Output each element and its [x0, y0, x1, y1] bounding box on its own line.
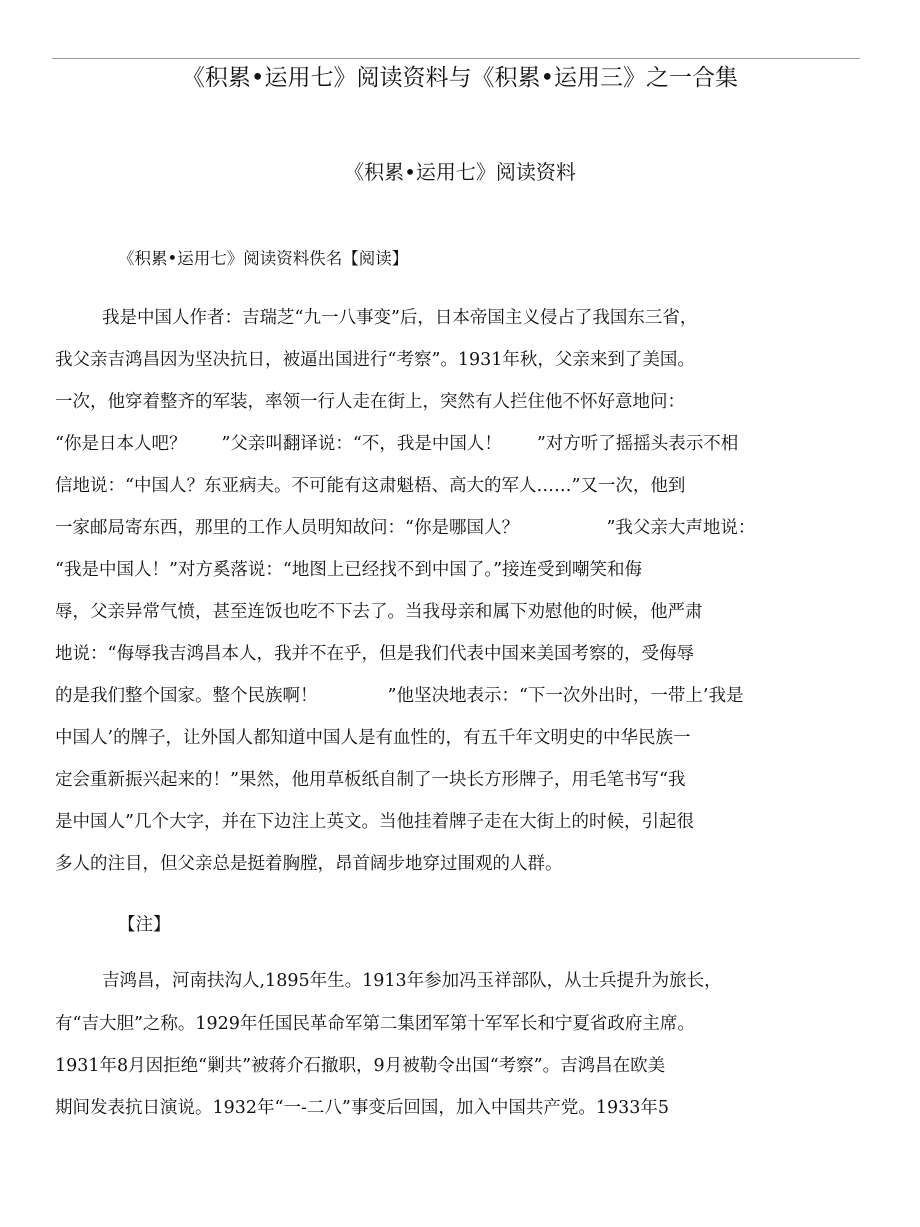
story-line: “你是日本人吧？ ”父亲叫翻译说：“不，我是中国人！ ”对方听了摇摇头表示不相: [55, 434, 739, 454]
story-line: 我是中国人作者：吉瑞芝“九一八事变”后，日本帝国主义侵占了我国东三省，: [102, 308, 698, 328]
story-line: 一家邮局寄东西，那里的工作人员明知故问：“你是哪国人？ ”我父亲大声地说：: [55, 518, 756, 538]
story-line: 信地说：“中国人？东亚病夫。不可能有这肃魁梧、高大的军人……”又一次，他到: [55, 476, 686, 496]
story-line: 辱，父亲异常气愤，甚至连饭也吃不下去了。当我母亲和属下劝慰他的时候，他严肃: [55, 602, 703, 622]
story-line: 多人的注目，但父亲总是挺着胸膛，昂首阔步地穿过围观的人群。: [55, 854, 563, 874]
story-line: 我父亲吉鸿昌因为坚决抗日，被逼出国进行“考察”。1931年秋，父亲来到了美国。: [55, 350, 695, 370]
story-line: 定会重新振兴起来的！”果然，他用草板纸自制了一块长方形牌子，用毛笔书写“我: [55, 770, 686, 790]
note-label: 【注】: [118, 915, 171, 935]
story-line: 是中国人”几个大字，并在下边注上英文。当他挂着牌子走在大街上的时候，引起很: [55, 812, 694, 832]
story-line: “我是中国人！”对方奚落说：“地图上已经找不到中国了。”接连受到嘲笑和侮: [55, 560, 643, 580]
story-line: 一次，他穿着整齐的军装，率领一行人走在街上，突然有人拦住他不怀好意地问：: [55, 392, 685, 412]
note-line: 期间发表抗日演说。1932年“一-二八”事变后回国，加入中国共产党。1933年5: [55, 1098, 670, 1118]
story-line: 中国人’的牌子，让外国人都知道中国人是有血性的，有五千年文明史的中华民族一: [55, 728, 691, 748]
note-line: 吉鸿昌，河南扶沟人,1895年生。1913年参加冯玉祥部队，从士兵提升为旅长，: [102, 971, 722, 991]
note-line: 1931年8月因拒绝“剿共”被蒋介石撤职，9月被勒令出国“考察”。吉鸿昌在欧美: [55, 1056, 666, 1076]
document-title: 《积累•运用七》阅读资料与《积累•运用三》之一合集: [181, 65, 739, 91]
section-title: 《积累•运用七》阅读资料: [344, 160, 576, 184]
story-line: 的是我们整个国家。整个民族啊！ ”他坚决地表示：“下一次外出时，一带上’我是: [55, 686, 744, 706]
reading-heading: 《积累•运用七》阅读资料佚名【阅读】: [118, 249, 409, 268]
note-line: 有“吉大胆”之称。1929年任国民革命军第二集团军第十军军长和宁夏省政府主席。: [55, 1014, 695, 1034]
story-line: 地说：“侮辱我吉鸿昌本人，我并不在乎，但是我们代表中国来美国考察的，受侮辱: [55, 644, 694, 664]
top-rule: [52, 58, 860, 59]
